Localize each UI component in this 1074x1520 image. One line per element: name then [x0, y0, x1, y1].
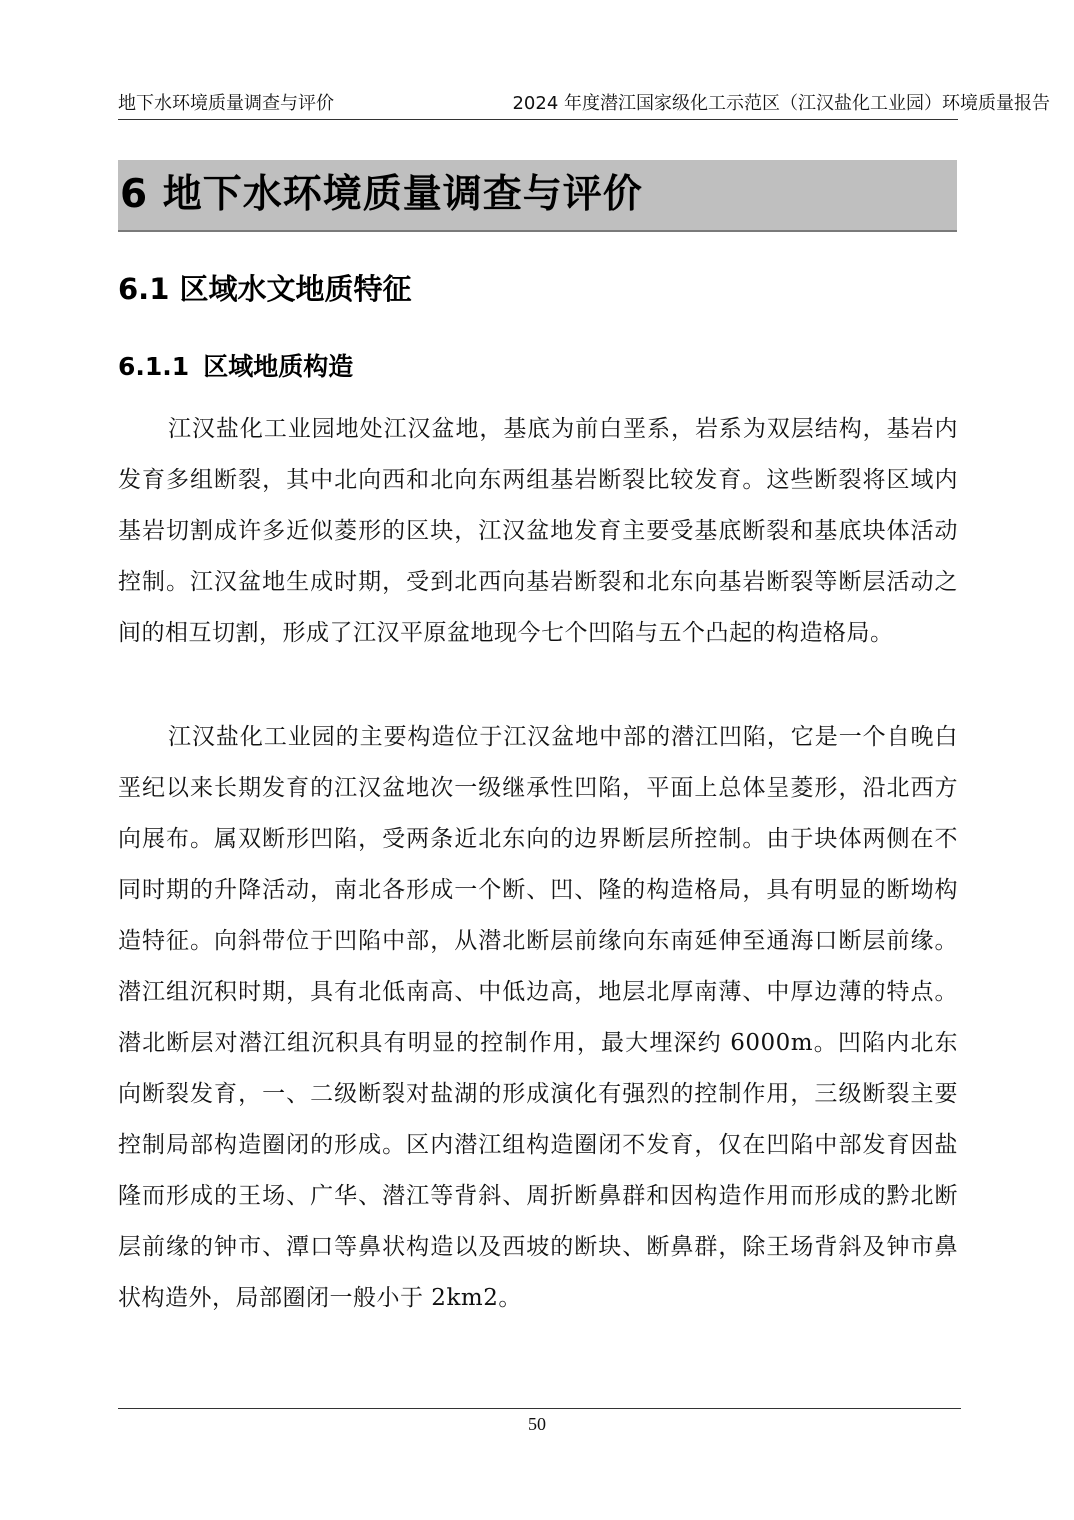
subsection-number: 6.1.1 — [118, 352, 190, 381]
body-paragraph: 江汉盐化工业园的主要构造位于江汉盆地中部的潜江凹陷，它是一个自晚白垩纪以来长期发育的江汉盆地次一级继承性凹陷，平面上总体呈菱形，沿北西方向展布。属双断形凹陷，受两条近北东向的边界断层所控制。由于块体两侧在不同时期的升降活动，南北各形成一个断、凹、隆的构造格局，具有明显的断坳构造特征。向斜带位于凹陷中部，从潜北断层前缘向东南延伸至通海口断层前缘。潜江组沉积时期，具有北低南高、中低边高，地层北厚南薄、中厚边薄的特点。潜北断层对潜江组沉积具有明显的控制作用，最大埋深约 6000m。凹陷内北东向断裂发育，一、二级断裂对盐湖的形成演化有强烈的控制作用，三级断裂主要控制局部构造圈闭的形成。区内潜江组构造圈闭不发育，仅在凹陷中部发育因盐隆而形成的王场、广华、潜江等背斜、周折断鼻群和因构造作用而形成的黔北断层前缘的钟市、潭口等鼻状构造以及西坡的断块、断鼻群，除王场背斜及钟市鼻状构造外，局部圈闭一般小于 2km2。 — [118, 724, 958, 1311]
running-header-right: 2024 年度潜江国家级化工示范区（江汉盐化工业园）环境质量报告 — [512, 93, 1050, 114]
header-rule — [118, 119, 958, 120]
running-header-left: 地下水环境质量调查与评价 — [118, 93, 334, 114]
section-title: 6.1 区域水文地质特征 — [118, 272, 412, 306]
subsection-heading — [118, 347, 353, 387]
chapter-title: 6 地下水环境质量调查与评价 — [120, 172, 643, 217]
footer-rule — [118, 1408, 961, 1409]
subsection-title: 区域地质构造 — [203, 352, 354, 381]
page-number: 50 — [528, 1414, 546, 1434]
body-paragraph: 江汉盐化工业园地处江汉盆地，基底为前白垩系，岩系为双层结构，基岩内发育多组断裂，其中北向西和北向东两组基岩断裂比较发育。这些断裂将区域内基岩切割成许多近似菱形的区块，江汉盆地发育主要受基底断裂和基底块体活动控制。江汉盆地生成时期，受到北西向基岩断裂和北东向基岩断裂等断层活动之间的相互切割，形成了江汉平原盆地现今七个凹陷与五个凸起的构造格局。 — [118, 416, 958, 646]
